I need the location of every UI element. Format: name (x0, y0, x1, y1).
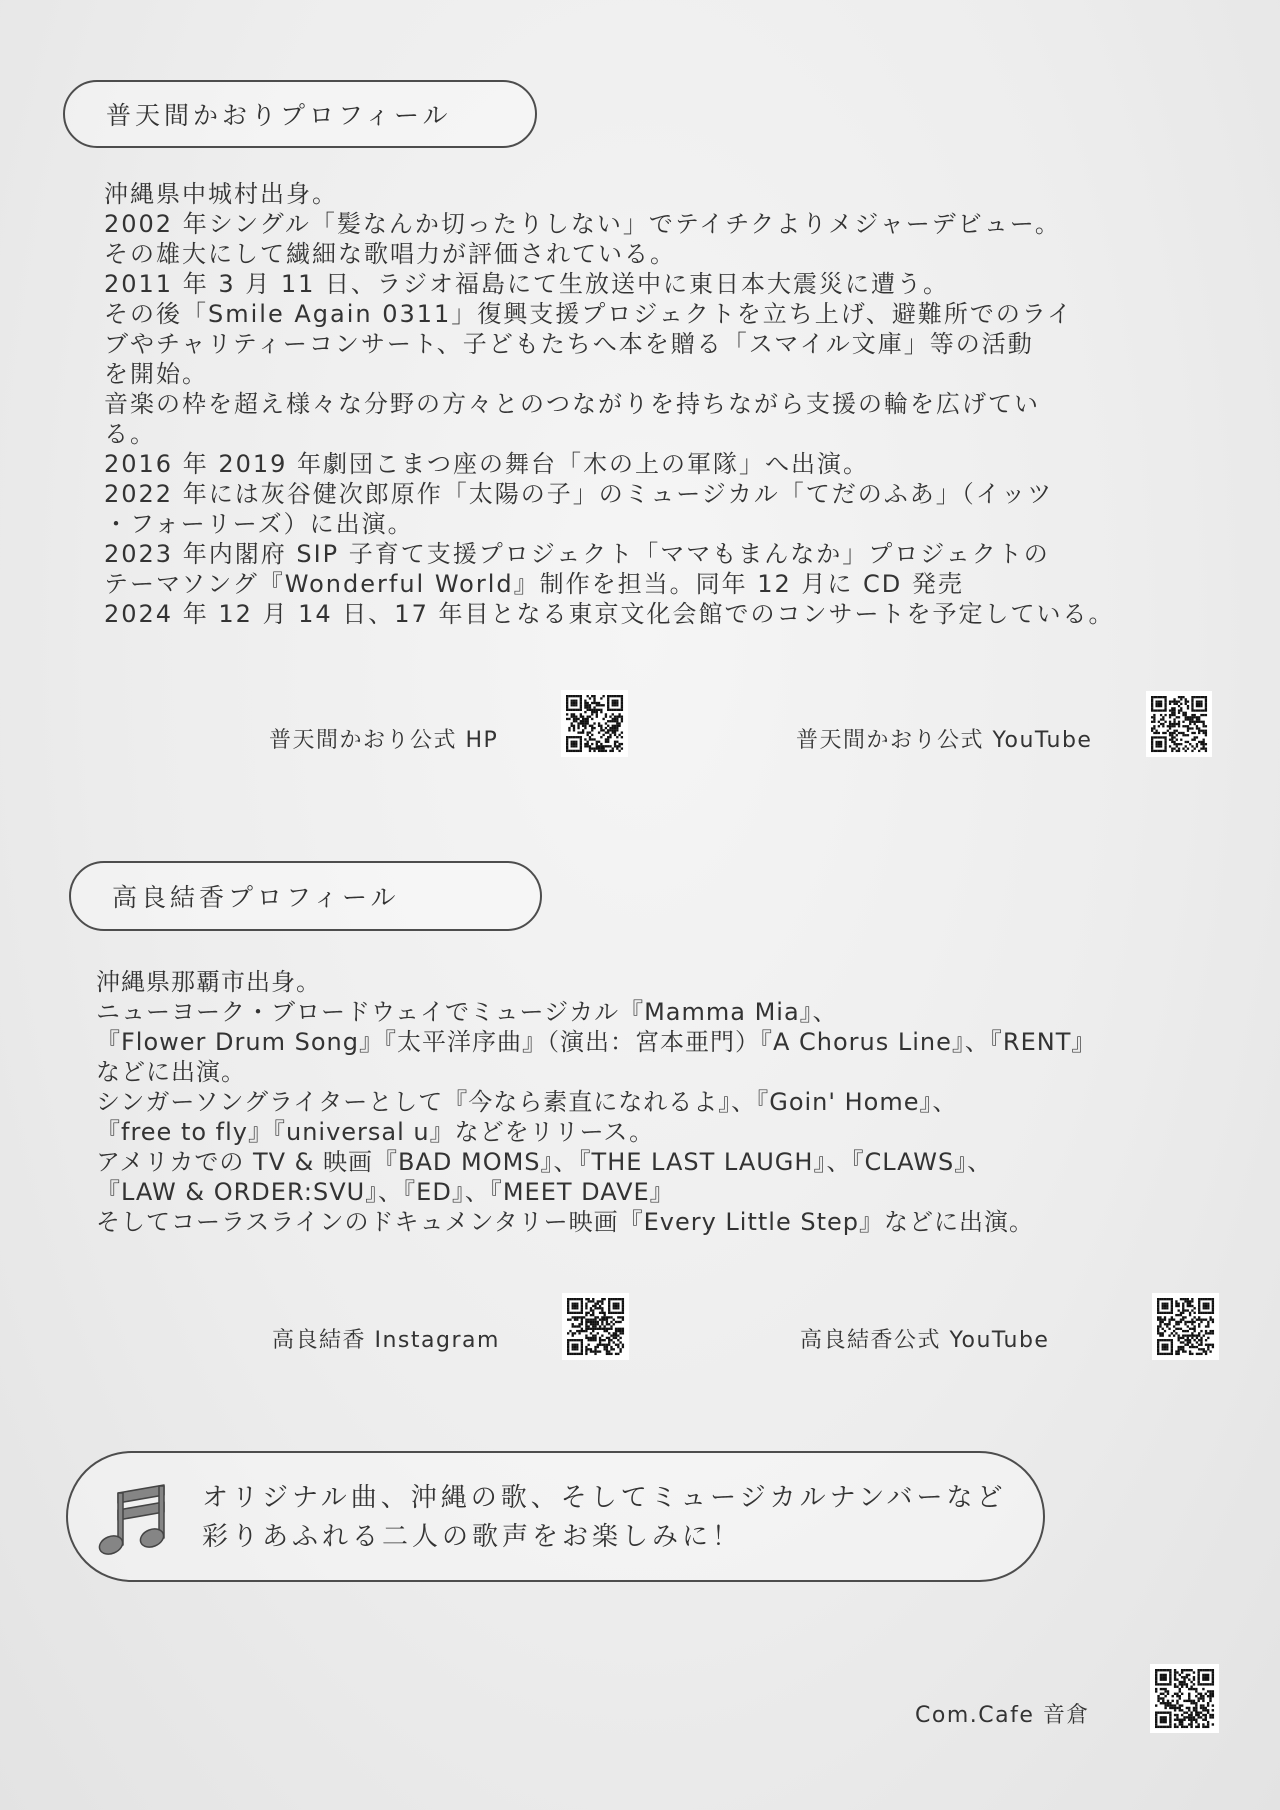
profile-text-line: 『LAW & ORDER:SVU』、『ED』、『MEET DAVE』 (96, 1178, 675, 1206)
profile-text-line: を開始。 (104, 360, 208, 388)
profile-text-line: る。 (104, 420, 156, 448)
profile-text-line: テーマソング『Wonderful World』制作を担当。同年 12 月に CD 発売 (104, 570, 964, 598)
yuka-instagram-qr-code-icon (562, 1293, 629, 1360)
profile-text-line: 音楽の枠を超え様々な分野の方々とのつながりを持ちながら支援の輪を広げてい (104, 390, 1040, 418)
profile-text-line: その後「Smile Again 0311」復興支援プロジェクトを立ち上げ、避難所でのライ (104, 300, 1074, 328)
footer-venue-label: Com.Cafe 音倉 (915, 1703, 1090, 1728)
kaori-profile-heading-pill (63, 80, 537, 148)
qr-modules (1151, 696, 1207, 752)
yuka-profile-heading-pill (69, 861, 542, 931)
yuka-instagram-label: 高良結香 Instagram (272, 1328, 500, 1353)
profile-text-line: シンガーソングライターとして『今なら素直になれるよ』、『Goin' Home』、 (96, 1088, 958, 1116)
profile-text-line: 2022 年には灰谷健次郎原作「太陽の子」のミュージカル「てだのふあ」（イッツ (104, 480, 1054, 508)
profile-text-line: などに出演。 (96, 1058, 246, 1086)
profile-text-line: 『Flower Drum Song』『太平洋序曲』（演出：宮本亜門）『A Chorus Line』、『RENT』 (96, 1028, 1097, 1056)
music-note-icon (96, 1481, 166, 1557)
kaori-profile-text (104, 179, 1254, 629)
profile-text-line: 2016 年 2019 年劇団こまつ座の舞台「木の上の軍隊」へ出演。 (104, 450, 870, 478)
qr-modules (566, 695, 623, 752)
profile-text-line: そしてコーラスラインのドキュメンタリー映画『Every Little Step』などに出演。 (96, 1208, 1034, 1236)
yuka-profile-heading: 高良結香プロフィール (112, 883, 400, 912)
profile-text-line: ニューヨーク・ブロードウェイでミュージカル『Mamma Mia』、 (96, 998, 838, 1026)
yuka-youtube-label: 高良結香公式 YouTube (800, 1328, 1050, 1353)
profile-text-line: 2023 年内閣府 SIP 子育て支援プロジェクト「ママもまんなか」プロジェクトの (104, 540, 1050, 568)
yuka-youtube-qr-code-icon (1152, 1293, 1219, 1360)
profile-text-line: その雄大にして繊細な歌唱力が評価されている。 (104, 240, 676, 268)
profile-text-line: 『free to fly』『universal u』などをリリース。 (96, 1118, 655, 1146)
qr-modules (1157, 1298, 1214, 1355)
profile-text-line: ブやチャリティーコンサート、子どもたちへ本を贈る「スマイル文庫」等の活動 (104, 330, 1034, 358)
profile-text-line: 沖縄県中城村出身。 (104, 180, 338, 208)
qr-modules (1155, 1669, 1214, 1728)
profile-text-line: 2024 年 12 月 14 日、17 年目となる東京文化会館でのコンサートを予定している。 (104, 600, 1115, 628)
message-text (202, 1479, 1007, 1557)
footer-qr-code-icon (1150, 1664, 1219, 1733)
kaori-profile-heading: 普天間かおりプロフィール (106, 101, 452, 130)
kaori-youtube-label: 普天間かおり公式 YouTube (796, 728, 1093, 753)
kaori-youtube-qr-code-icon (1146, 691, 1212, 757)
message-line: オリジナル曲、沖縄の歌、そしてミュージカルナンバーなど (202, 1483, 1007, 1513)
yuka-profile-text (96, 967, 1256, 1237)
profile-text-line: 2011 年 3 月 11 日、ラジオ福島にて生放送中に東日本大震災に遭う。 (104, 270, 950, 298)
message-line: 彩りあふれる二人の歌声をお楽しみに！ (202, 1522, 743, 1552)
profile-text-line: アメリカでの TV & 映画『BAD MOMS』、『THE LAST LAUGH』、『CLAWS』、 (96, 1148, 993, 1176)
kaori-hp-label: 普天間かおり公式 HP (269, 728, 499, 753)
kaori-hp-qr-code-icon (561, 690, 628, 757)
profile-text-line: ・フォーリーズ）に出演。 (104, 510, 414, 538)
qr-modules (567, 1298, 624, 1355)
profile-text-line: 沖縄県那覇市出身。 (96, 968, 321, 996)
profile-text-line: 2002 年シングル「髪なんか切ったりしない」でテイチクよりメジャーデビュー。 (104, 210, 1061, 238)
